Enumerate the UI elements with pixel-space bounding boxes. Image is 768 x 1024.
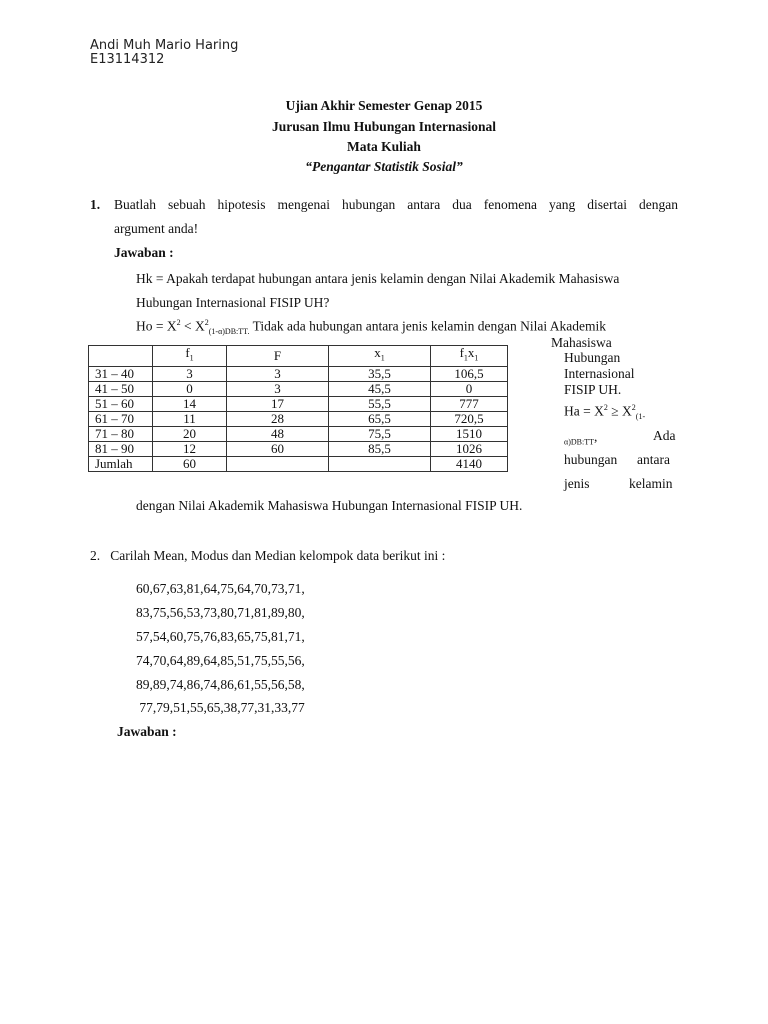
ha-sub1: (1- xyxy=(635,412,646,422)
cell-x1: 65,5 xyxy=(329,411,431,426)
cell-f1: 11 xyxy=(153,411,227,426)
ho-sup2: 2 xyxy=(204,318,209,327)
cell-class: 81 – 90 xyxy=(89,441,153,456)
author-name: Andi Muh Mario Haring xyxy=(90,38,239,53)
cell-f1: 12 xyxy=(153,441,227,456)
header-x1-sub: 1 xyxy=(380,353,385,363)
header-cell-class xyxy=(89,346,153,367)
hk-line2: Hubungan Internasional FISIP UH? xyxy=(136,295,330,310)
q2-data-line-1: 60,67,63,81,64,75,64,70,73,71, xyxy=(136,581,305,596)
q2-text: 2. Carilah Mean, Modus dan Median kelompok data berikut ini : xyxy=(90,548,446,563)
ha-sub-line xyxy=(564,429,597,447)
cell-f1: 60 xyxy=(153,456,227,471)
hk-line1: Hk = Apakah terdapat hubungan antara jenis kelamin dengan Nilai Akademik Mahasiswa xyxy=(136,271,620,286)
header-f1x1-sub-x: 1 xyxy=(474,353,479,363)
exam-title: Ujian Akhir Semester Genap 2015 xyxy=(285,98,483,113)
cell-class: Jumlah xyxy=(89,456,153,471)
cell-F: 28 xyxy=(227,411,329,426)
q2-answer-label: Jawaban : xyxy=(117,724,177,739)
student-id: E13114312 xyxy=(90,52,165,67)
ha-sup2: 2 xyxy=(631,403,636,412)
cell-F: 48 xyxy=(227,426,329,441)
q1-number: 1. xyxy=(90,197,101,212)
table-row xyxy=(89,381,508,396)
cell-class: 41 – 50 xyxy=(89,381,153,396)
table-row xyxy=(89,396,508,411)
ha-prefix: Ha = X xyxy=(564,403,604,419)
cell-f1: 20 xyxy=(153,426,227,441)
cell-x1 xyxy=(329,456,431,471)
ha-antara: antara xyxy=(637,452,670,467)
table-header-row xyxy=(89,346,508,367)
q2-data-line-4: 74,70,64,89,64,85,51,75,55,56, xyxy=(136,653,305,668)
header-f1x1-sub-f: 1 xyxy=(463,353,468,363)
cell-x1: 85,5 xyxy=(329,441,431,456)
header-cell-f1x1: $f_1x_1$ xyxy=(431,346,508,367)
header-cell-x1: $x_1$ xyxy=(329,346,431,367)
table-row xyxy=(89,366,508,381)
q1-conclusion: dengan Nilai Akademik Mahasiswa Hubungan Internasional FISIP UH. xyxy=(136,498,523,513)
ha-sub2: α)DB:TT xyxy=(564,437,594,447)
ho-mid: < X xyxy=(180,318,205,334)
cell-x1: 35,5 xyxy=(329,366,431,381)
side-line-2: Hubungan xyxy=(564,350,621,365)
table-row xyxy=(89,441,508,456)
table-total-row xyxy=(89,456,508,471)
table-row xyxy=(89,426,508,441)
frequency-table xyxy=(88,345,508,472)
department-title: Jurusan Ilmu Hubungan Internasional xyxy=(272,119,496,134)
header-cell-F: F xyxy=(227,346,329,367)
cell-class: 31 – 40 xyxy=(89,366,153,381)
ho-sup: 2 xyxy=(176,318,181,327)
q1-answer-label: Jawaban : xyxy=(114,245,174,260)
ha-comma: , xyxy=(593,429,598,444)
cell-f1x1: 777 xyxy=(431,396,508,411)
cell-x1: 45,5 xyxy=(329,381,431,396)
cell-F: 3 xyxy=(227,366,329,381)
cell-class: 61 – 70 xyxy=(89,411,153,426)
ha-hypothesis xyxy=(564,403,645,421)
cell-f1x1: 106,5 xyxy=(431,366,508,381)
cell-f1x1: 1510 xyxy=(431,426,508,441)
q2-data-line-2: 83,75,56,53,73,80,71,81,89,80, xyxy=(136,605,305,620)
ho-sub: (1-α)DB:TT. xyxy=(208,327,250,337)
cell-f1: 0 xyxy=(153,381,227,396)
course-name: “Pengantar Statistik Sosial” xyxy=(305,159,463,174)
q1-text-line2: argument anda! xyxy=(114,221,199,236)
cell-F xyxy=(227,456,329,471)
ha-ada: Ada xyxy=(653,428,676,443)
cell-x1: 75,5 xyxy=(329,426,431,441)
cell-F: 17 xyxy=(227,396,329,411)
ha-sup: 2 xyxy=(603,403,608,412)
course-label: Mata Kuliah xyxy=(347,139,421,154)
header-f1-sub: 1 xyxy=(189,353,194,363)
ho-hypothesis xyxy=(136,318,606,336)
cell-f1x1: 1026 xyxy=(431,441,508,456)
side-line-1: Mahasiswa xyxy=(551,335,612,350)
ha-jenis: jenis xyxy=(564,476,590,491)
ho-rest: Tidak ada hubungan antara jenis kelamin dengan Nilai Akademik xyxy=(249,318,606,334)
cell-f1: 3 xyxy=(153,366,227,381)
cell-f1x1: 4140 xyxy=(431,456,508,471)
side-line-4: FISIP UH. xyxy=(564,382,622,397)
ha-kelamin: kelamin xyxy=(629,476,673,491)
header-cell-f1: $f_1$ xyxy=(153,346,227,367)
cell-class: 71 – 80 xyxy=(89,426,153,441)
cell-x1: 55,5 xyxy=(329,396,431,411)
cell-F: 3 xyxy=(227,381,329,396)
cell-f1x1: 0 xyxy=(431,381,508,396)
side-line-3: Internasional xyxy=(564,366,635,381)
ho-prefix: Ho = X xyxy=(136,318,177,334)
q2-data-line-5: 89,89,74,86,74,86,61,55,56,58, xyxy=(136,677,305,692)
q1-text-line1: Buatlah sebuah hipotesis mengenai hubungan antara dua fenomena yang disertai dengan xyxy=(114,197,678,212)
cell-F: 60 xyxy=(227,441,329,456)
cell-class: 51 – 60 xyxy=(89,396,153,411)
cell-f1x1: 720,5 xyxy=(431,411,508,426)
table-row xyxy=(89,411,508,426)
q2-data-line-6: 77,79,51,55,65,38,77,31,33,77 xyxy=(136,700,305,715)
cell-f1: 14 xyxy=(153,396,227,411)
ha-hubungan: hubungan xyxy=(564,452,618,467)
q2-data-line-3: 57,54,60,75,76,83,65,75,81,71, xyxy=(136,629,305,644)
ha-mid: ≥ X xyxy=(607,403,632,419)
